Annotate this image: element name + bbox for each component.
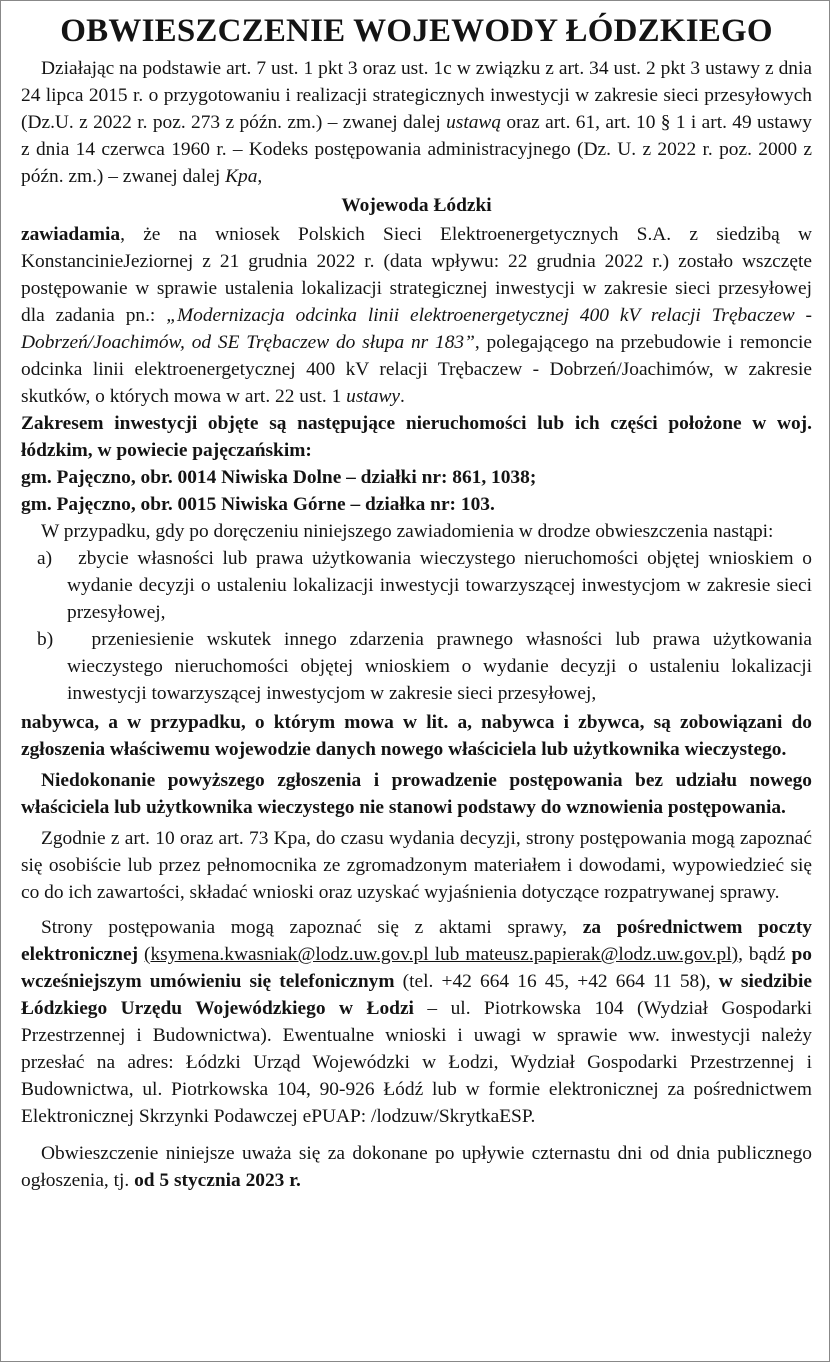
case-intro: W przypadku, gdy po doręczeniu niniejszego zawiadomienia w drodze obwieszczenia nastąpi: — [41, 521, 774, 542]
legal-basis-end: , — [257, 166, 263, 187]
access-paragraph — [21, 914, 812, 1130]
document-title: OBWIESZCZENIE WOJEWODY ŁÓDZKIEGO — [60, 13, 773, 49]
list-item-text-b: przeniesienie wskutek innego zdarzenia prawnego własności lub prawa użytkowania wieczystego nieruchomości objętej wnioskiem o wydanie decyzji o ustaleniu lokalizacji inwestycji towarzyszącej inwestycjom w zakresie sieci przesyłowej, — [67, 629, 813, 704]
list-item — [21, 545, 812, 626]
access-address-text: – ul. Piotrkowska 104 (Wydział Gospodarki Przestrzennej i Budownictwa). Ewentualne wnioski i uwagi w sprawie ww. inwestycji należy przesłać na adres: Łódzki Urząd Wojewódzki w Łodzi, Wydział Gospodarki Przestrzennej i Budownictwa, ul. Piotrkowska 104, 90-926 Łódź lub w formie elektronicznej za pośrednictwem Elektronicznej Skrzynki Podawczej ePUAP: /lodzuw/SkrytkaESP. — [21, 998, 812, 1127]
list-marker-a: a) — [37, 548, 53, 569]
parcel-line-2: gm. Pajęczno, obr. 0015 Niwiska Górne – działka nr: 103. — [21, 494, 495, 515]
list-marker-b: b) — [37, 629, 54, 650]
list-item-text-a: zbycie własności lub prawa użytkowania wieczystego nieruchomości objętej wnioskiem o wydanie decyzji o ustaleniu lokalizacji inwestycji towarzyszącej inwestycjom w zakresie sieci przesyłowej, — [67, 548, 812, 623]
notification-text: , że na wniosek Polskich Sieci Elektroenergetycznych S.A. z siedzibą w KonstancinieJeziornej z 21 grudnia 2022 r. (data wpływu: 22 grudnia 2022 r.) zostało wszczęte postępowanie w sprawie ustalenia lokalizacji strategicznej inwestycji w zakresie sieci przesyłowej dla zadania pn.: — [21, 224, 812, 326]
email-addresses-link[interactable]: (ksymena.kwasniak@lodz.uw.gov.pl lub mateusz.papierak@lodz.uw.gov.pl) — [144, 944, 739, 965]
notification-term-act: ustawy — [346, 386, 400, 407]
legal-basis-term-act: ustawą — [446, 112, 502, 133]
access-text: Strony postępowania mogą zapoznać się z aktami sprawy, — [41, 917, 583, 938]
authority-heading: Wojewoda Łódzki — [341, 195, 492, 216]
access-phone-label: po wcześniejszym umówieniu się telefonicznym — [21, 944, 812, 992]
obligation-paragraph: nabywca, a w przypadku, o którym mowa w lit. a, nabywca i zbywca, są zobowiązani do zgłoszenia właściwemu wojewodzie danych nowego właściciela lub użytkownika wieczystego. — [21, 712, 812, 760]
closing-text: Obwieszczenie niniejsze uważa się za dokonane po upływie czternastu dni od dnia publicznego ogłoszenia, tj. — [21, 1143, 812, 1191]
list-item — [21, 626, 812, 707]
access-email-label: za pośrednictwem poczty elektronicznej — [21, 917, 812, 965]
legal-basis-paragraph — [21, 55, 812, 190]
nonreporting-paragraph: Niedokonanie powyższego zgłoszenia i prowadzenie postępowania bez udziału nowego właściciela lub użytkownika wieczystego nie stanowi podstawy do wznowienia postępowania. — [21, 770, 812, 818]
notification-text-2: , polegającego na przebudowie i remoncie odcinka linii elektroenergetycznej 400 kV relacji Trębaczew - Dobrzeń/Joachimów, w zakresie skutków, o których mowa w art. 22 ust. 1 — [21, 332, 812, 407]
notification-paragraph — [21, 221, 812, 410]
notification-end: . — [400, 386, 405, 407]
notification-verb: zawiadamia — [21, 224, 121, 245]
rights-paragraph: Zgodnie z art. 10 oraz art. 73 Kpa, do czasu wydania decyzji, strony postępowania mogą zapoznać się osobiście lub przez pełnomocnika ze zgromadzonym materiałem i dowodami, wypowiedzieć się co do ich zawartości, składać wnioski oraz uzyskać wyjaśnienia dotyczące rozpatrywanej sprawy. — [21, 828, 812, 903]
legal-basis-text-2: oraz art. 61, art. 10 § 1 i art. 49 ustawy z dnia 14 czerwca 1960 r. – Kodeks postępowania administracyjnego (Dz. U. z 2022 r. poz. 2000 z późn. zm.) – zwanej dalej — [21, 112, 812, 187]
access-text-2: , bądź — [738, 944, 792, 965]
access-phone-numbers: (tel. +42 664 16 45, +42 664 11 58), — [394, 971, 719, 992]
parcel-line-1: gm. Pajęczno, obr. 0014 Niwiska Dolne – działki nr: 861, 1038; — [21, 467, 537, 488]
access-office-label: w siedzibie Łódzkiego Urzędu Wojewódzkiego w Łodzi — [21, 971, 813, 1019]
effective-date: od 5 stycznia 2023 r. — [134, 1170, 301, 1191]
closing-paragraph — [21, 1140, 812, 1194]
scope-heading: Zakresem inwestycji objęte są następujące nieruchomości lub ich części położone w woj. łódzkim, w powiecie pajęczańskim: — [21, 413, 812, 461]
legal-basis-term-kpa: Kpa — [225, 166, 258, 187]
investment-name: „Modernizacja odcinka linii elektroenergetycznej 400 kV relacji Trębaczew - Dobrzeń/Joachimów, od SE Trębaczew do słupa nr 183” — [21, 305, 812, 353]
legal-basis-text: Działając na podstawie art. 7 ust. 1 pkt 3 oraz ust. 1c w związku z art. 34 ust. 2 pkt 3 ustawy z dnia 24 lipca 2015 r. o przygotowaniu i realizacji strategicznych inwestycji w zakresie sieci przesyłowych (Dz.U. z 2022 r. poz. 273 z późn. zm.) – zwanej dalej — [21, 58, 812, 133]
case-list — [21, 545, 812, 707]
